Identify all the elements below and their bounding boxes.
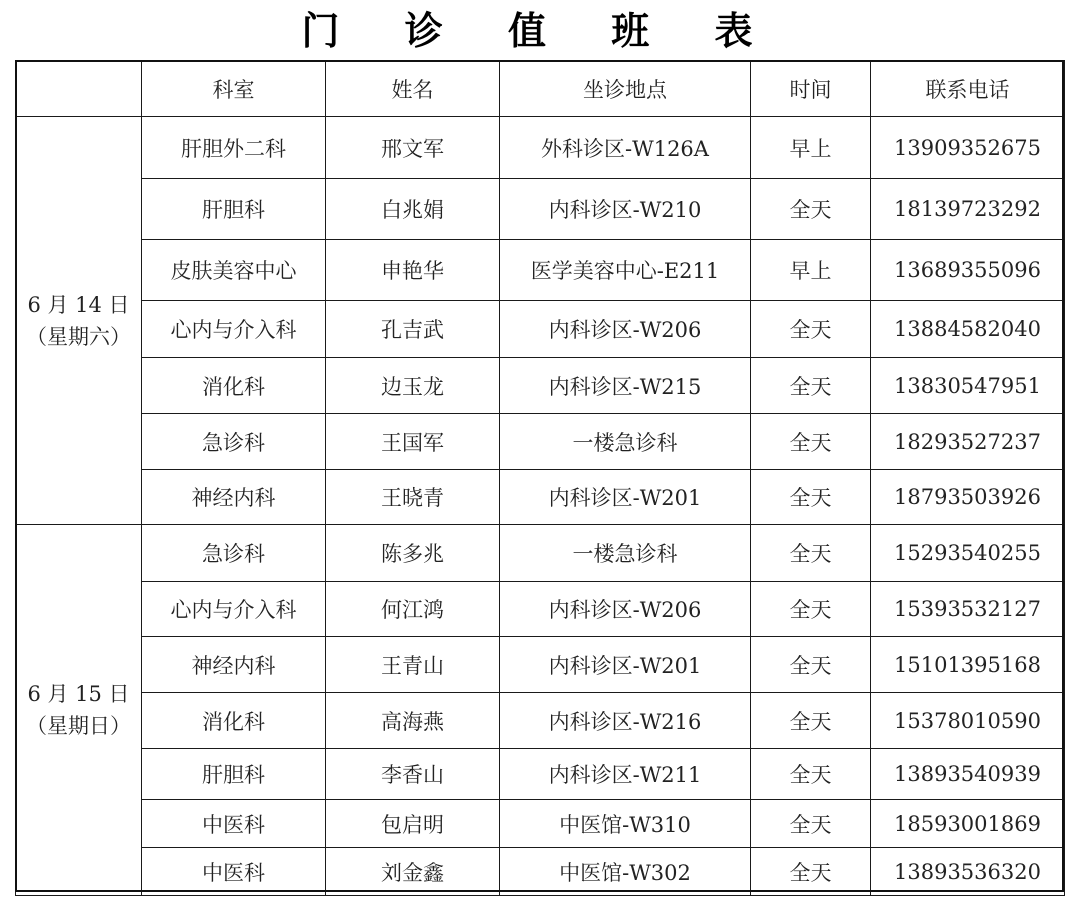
dept-cell: 肝胆外二科 (142, 117, 326, 179)
name-cell: 王晓青 (326, 470, 500, 525)
header-name: 姓名 (326, 61, 500, 117)
header-dept: 科室 (142, 61, 326, 117)
time-cell: 全天 (751, 582, 871, 637)
phone-cell: 18139723292 (871, 179, 1065, 240)
phone-cell: 13689355096 (871, 240, 1065, 301)
table-row (16, 800, 1065, 848)
table-body (16, 61, 1065, 896)
phone-cell: 15378010590 (871, 693, 1065, 749)
name-cell: 白兆娟 (326, 179, 500, 240)
dept-cell: 心内与介入科 (142, 301, 326, 358)
name-cell: 王国军 (326, 414, 500, 470)
name-cell: 包启明 (326, 800, 500, 848)
time-cell: 全天 (751, 637, 871, 693)
time-cell: 早上 (751, 117, 871, 179)
table-row (16, 117, 1065, 179)
name-cell: 申艳华 (326, 240, 500, 301)
time-cell: 全天 (751, 848, 871, 896)
phone-cell: 13884582040 (871, 301, 1065, 358)
location-cell: 医学美容中心-E211 (500, 240, 751, 301)
name-cell: 陈多兆 (326, 525, 500, 582)
phone-cell: 13893536320 (871, 848, 1065, 896)
table-row (16, 525, 1065, 582)
time-cell: 全天 (751, 693, 871, 749)
location-cell: 内科诊区-W206 (500, 301, 751, 358)
phone-cell: 13893540939 (871, 749, 1065, 800)
location-cell: 内科诊区-W201 (500, 637, 751, 693)
name-cell: 李香山 (326, 749, 500, 800)
phone-cell: 15101395168 (871, 637, 1065, 693)
dept-cell: 急诊科 (142, 414, 326, 470)
time-cell: 全天 (751, 414, 871, 470)
date-cell (16, 525, 142, 896)
location-cell: 内科诊区-W211 (500, 749, 751, 800)
table-row (16, 414, 1065, 470)
time-cell: 全天 (751, 800, 871, 848)
table-row (16, 179, 1065, 240)
location-cell: 内科诊区-W206 (500, 582, 751, 637)
corner-cell (16, 61, 142, 117)
name-cell: 边玉龙 (326, 358, 500, 414)
header-phone: 联系电话 (871, 61, 1065, 117)
dept-cell: 中医科 (142, 848, 326, 896)
name-cell: 何江鸿 (326, 582, 500, 637)
location-cell: 外科诊区-W126A (500, 117, 751, 179)
location-cell: 内科诊区-W201 (500, 470, 751, 525)
phone-cell: 18593001869 (871, 800, 1065, 848)
dept-cell: 中医科 (142, 800, 326, 848)
name-cell: 高海燕 (326, 693, 500, 749)
name-cell: 刘金鑫 (326, 848, 500, 896)
table-row (16, 749, 1065, 800)
location-cell: 一楼急诊科 (500, 525, 751, 582)
time-cell: 早上 (751, 240, 871, 301)
date-label: 6 月 15 日 (27, 682, 130, 706)
dept-cell: 神经内科 (142, 637, 326, 693)
time-cell: 全天 (751, 749, 871, 800)
time-cell: 全天 (751, 358, 871, 414)
location-cell: 内科诊区-W216 (500, 693, 751, 749)
name-cell: 孔吉武 (326, 301, 500, 358)
time-cell: 全天 (751, 179, 871, 240)
dept-cell: 神经内科 (142, 470, 326, 525)
dept-cell: 消化科 (142, 693, 326, 749)
time-cell: 全天 (751, 525, 871, 582)
table-row (16, 637, 1065, 693)
dept-cell: 皮肤美容中心 (142, 240, 326, 301)
weekday-label: （星期日） (26, 714, 131, 738)
location-cell: 内科诊区-W215 (500, 358, 751, 414)
table-row (16, 470, 1065, 525)
location-cell: 中医馆-W310 (500, 800, 751, 848)
duty-schedule-table (15, 60, 1065, 896)
page-title: 门 诊 值 班 表 (301, 9, 779, 53)
dept-cell: 消化科 (142, 358, 326, 414)
phone-cell: 15393532127 (871, 582, 1065, 637)
header-time: 时间 (751, 61, 871, 117)
time-cell: 全天 (751, 301, 871, 358)
dept-cell: 肝胆科 (142, 749, 326, 800)
name-cell: 王青山 (326, 637, 500, 693)
phone-cell: 13830547951 (871, 358, 1065, 414)
location-cell: 内科诊区-W210 (500, 179, 751, 240)
table-row (16, 240, 1065, 301)
table-row (16, 582, 1065, 637)
phone-cell: 18793503926 (871, 470, 1065, 525)
table-row (16, 301, 1065, 358)
table-row (16, 358, 1065, 414)
date-cell (16, 117, 142, 525)
date-label: 6 月 14 日 (27, 292, 130, 317)
location-cell: 中医馆-W302 (500, 848, 751, 896)
location-cell: 一楼急诊科 (500, 414, 751, 470)
header-row (16, 61, 1065, 117)
phone-cell: 15293540255 (871, 525, 1065, 582)
table-row (16, 693, 1065, 749)
time-cell: 全天 (751, 470, 871, 525)
phone-cell: 18293527237 (871, 414, 1065, 470)
dept-cell: 急诊科 (142, 525, 326, 582)
dept-cell: 肝胆科 (142, 179, 326, 240)
dept-cell: 心内与介入科 (142, 582, 326, 637)
phone-cell: 13909352675 (871, 117, 1065, 179)
header-location: 坐诊地点 (500, 61, 751, 117)
table-row (16, 848, 1065, 896)
weekday-label: （星期六） (26, 324, 131, 349)
name-cell: 邢文军 (326, 117, 500, 179)
